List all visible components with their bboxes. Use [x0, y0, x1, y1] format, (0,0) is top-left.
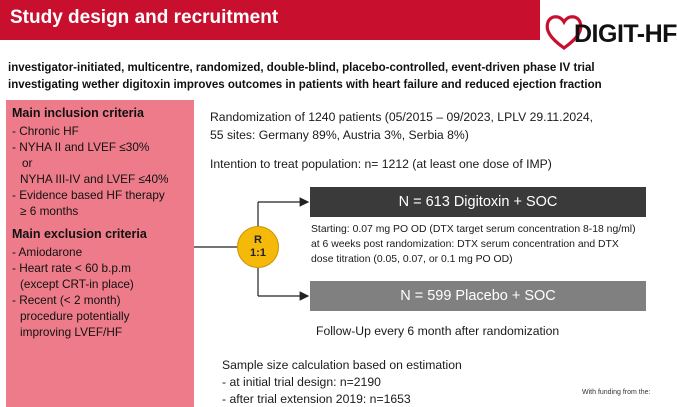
randomization-line-2: 55 sites: Germany 89%, Austria 3%, Serbia 8%) — [210, 128, 469, 142]
randomization-circle — [237, 226, 279, 268]
followup-text: Follow-Up every 6 month after randomization — [316, 324, 560, 338]
funding-note: With funding from the: — [582, 389, 651, 396]
list-item: or — [22, 156, 33, 170]
list-item: procedure potentially — [20, 309, 130, 323]
circle-label-ratio: 1:1 — [250, 247, 266, 259]
dosing-line-1: Starting: 0.07 mg PO OD (DTX target serum concentration 8-18 ng/ml) — [311, 224, 636, 235]
list-item: improving LVEF/HF — [20, 325, 123, 339]
sample-size-line-1: - at initial trial design: n=2190 — [222, 375, 381, 389]
circle-label-r: R — [254, 234, 262, 246]
randomization-line-1: Randomization of 1240 patients (05/2015 – 09/2023, LPLV 29.11.2024, — [210, 110, 594, 124]
exclusion-list — [12, 244, 188, 340]
list-item: - Amiodarone — [12, 245, 83, 259]
list-item: - NYHA II and LVEF ≤30% — [12, 140, 150, 154]
logo-text: DIGIT-HF — [574, 20, 677, 48]
itt-population: Intention to treat population: n= 1212 (at least one dose of IMP) — [210, 157, 552, 171]
list-item: ≥ 6 months — [20, 204, 79, 218]
digitoxin-arm: N = 613 Digitoxin + SOC — [310, 187, 646, 217]
placebo-arm: N = 599 Placebo + SOC — [310, 281, 646, 311]
criteria-panel — [6, 100, 194, 407]
list-item: - Evidence based HF therapy — [12, 188, 165, 202]
sample-size-heading: Sample size calculation based on estimation — [222, 358, 462, 372]
page-title: Study design and recruitment — [10, 7, 279, 28]
digit-hf-logo — [544, 10, 677, 56]
list-item: (except CRT-in place) — [20, 277, 134, 291]
title-bar — [0, 0, 540, 40]
list-item: NYHA III-IV and LVEF ≤40% — [20, 172, 169, 186]
exclusion-heading: Main exclusion criteria — [12, 227, 147, 241]
inclusion-heading: Main inclusion criteria — [12, 106, 144, 120]
subtitle-line-1: investigator-initiated, multicentre, randomized, double-blind, placebo-controlled, event-driven phase IV trial — [8, 62, 595, 74]
inclusion-list — [12, 123, 188, 219]
dosing-line-2: at 6 weeks post randomization: DTX serum concentration and DTX — [311, 239, 619, 250]
dosing-line-3: dose titration (0.05, 0.07, or 0.1 mg PO OD) — [311, 254, 513, 265]
sample-size-line-2: - after trial extension 2019: n=1653 — [222, 392, 411, 406]
list-item: - Heart rate < 60 b.p.m — [12, 261, 132, 275]
subtitle-line-2: investigating wether digitoxin improves outcomes in patients with heart failure and reduced ejection fraction — [8, 79, 602, 91]
list-item: - Recent (< 2 month) — [12, 293, 121, 307]
list-item: - Chronic HF — [12, 124, 79, 138]
